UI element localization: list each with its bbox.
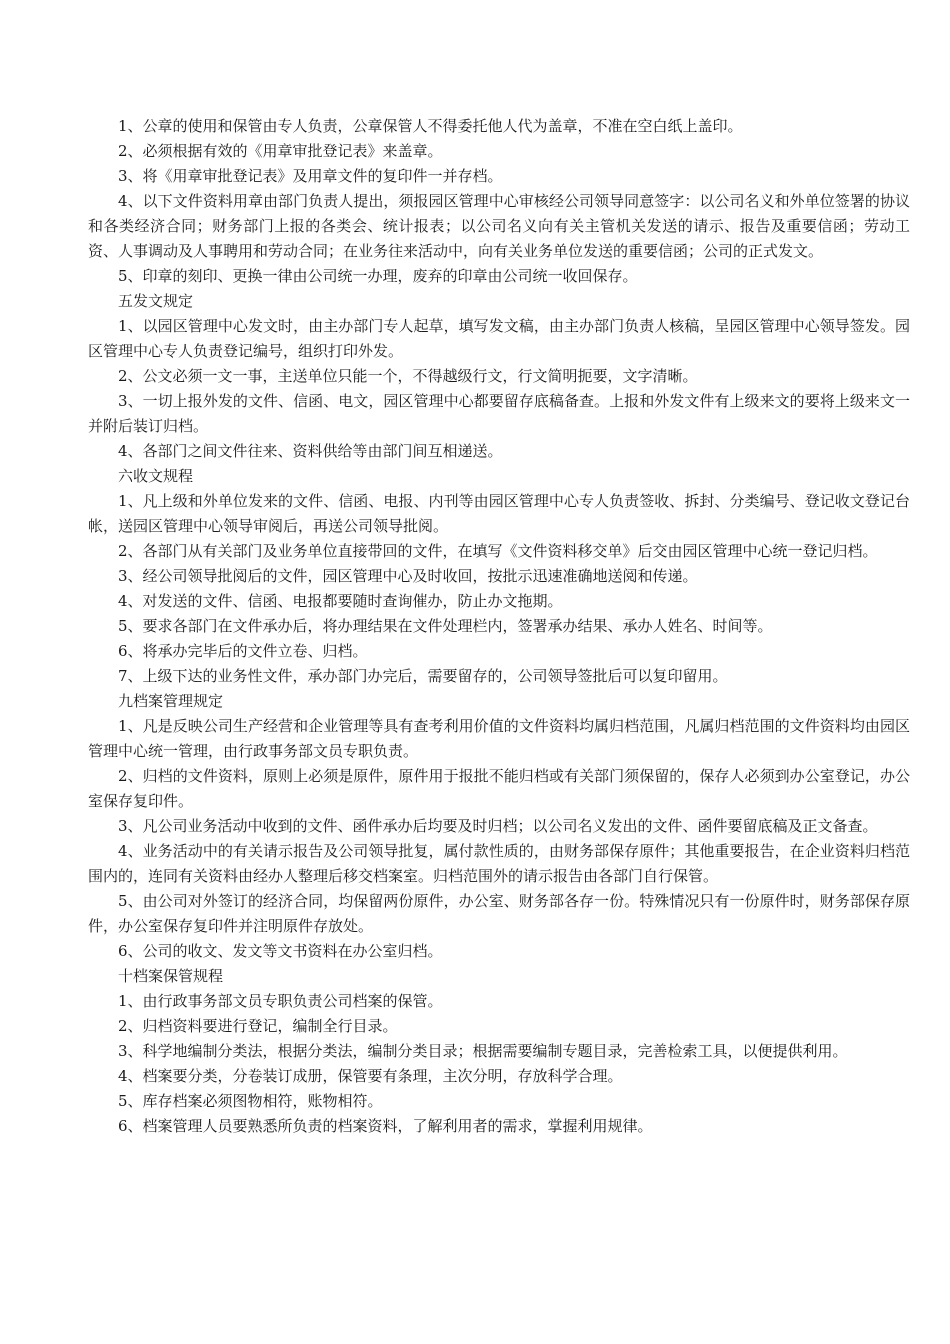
paragraph: 4、以下文件资料用章由部门负责人提出，须报园区管理中心审核经公司领导同意签字：以公司名义和外单位签署的协议和各类经济合同；财务部门上报的各类会、统计报表；以公司名义向有关主管机关发送的请示、报告及重要信函；劳动工资、人事调动及人事聘用和劳动合同；在业务往来活动中，向有关业务单位发送的重要信函；公司的正式发文。 bbox=[88, 192, 910, 260]
paragraph: 3、凡公司业务活动中收到的文件、函件承办后均要及时归档；以公司名义发出的文件、函件要留底稿及正文备查。 bbox=[118, 817, 878, 835]
paragraph: 4、档案要分类，分卷装订成册，保管要有条理，主次分明，存放科学合理。 bbox=[118, 1067, 623, 1085]
section-heading: 六收文规程 bbox=[118, 467, 194, 485]
paragraph: 1、凡是反映公司生产经营和企业管理等具有查考利用价值的文件资料均属归档范围，凡属归档范围的文件资料均由园区管理中心统一管理，由行政事务部文员专职负责。 bbox=[88, 717, 910, 760]
paragraph: 6、档案管理人员要熟悉所负责的档案资料，了解利用者的需求，掌握利用规律。 bbox=[118, 1117, 653, 1135]
paragraph: 3、经公司领导批阅后的文件，园区管理中心及时收回，按批示迅速准确地送阅和传递。 bbox=[118, 567, 698, 585]
paragraph: 5、要求各部门在文件承办后，将办理结果在文件处理栏内，签署承办结果、承办人姓名、时间等。 bbox=[118, 617, 773, 635]
paragraph: 3、科学地编制分类法，根据分类法，编制分类目录；根据需要编制专题目录，完善检索工具，以便提供利用。 bbox=[118, 1042, 848, 1060]
paragraph: 4、对发送的文件、信函、电报都要随时查询催办，防止办文拖期。 bbox=[118, 592, 563, 610]
paragraph: 2、各部门从有关部门及业务单位直接带回的文件，在填写《文件资料移交单》后交由园区管理中心统一登记归档。 bbox=[118, 542, 878, 560]
document-body bbox=[88, 114, 910, 1139]
paragraph: 2、必须根据有效的《用章审批登记表》来盖章。 bbox=[118, 142, 443, 160]
paragraph: 5、由公司对外签订的经济合同，均保留两份原件，办公室、财务部各存一份。特殊情况只有一份原件时，财务部保存原件，办公室保存复印件并注明原件存放处。 bbox=[88, 892, 910, 935]
paragraph: 4、各部门之间文件往来、资料供给等由部门间互相递送。 bbox=[118, 442, 503, 460]
paragraph: 6、公司的收文、发文等文书资料在办公室归档。 bbox=[118, 942, 443, 960]
paragraph: 3、一切上报外发的文件、信函、电文，园区管理中心都要留存底稿备查。上报和外发文件有上级来文的要将上级来文一并附后装订归档。 bbox=[88, 392, 910, 435]
paragraph: 1、由行政事务部文员专职负责公司档案的保管。 bbox=[118, 992, 443, 1010]
paragraph: 7、上级下达的业务性文件，承办部门办完后，需要留存的，公司领导签批后可以复印留用。 bbox=[118, 667, 728, 685]
section-heading: 五发文规定 bbox=[118, 292, 194, 310]
paragraph: 2、归档资料要进行登记，编制全行目录。 bbox=[118, 1017, 398, 1035]
paragraph: 3、将《用章审批登记表》及用章文件的复印件一并存档。 bbox=[118, 167, 503, 185]
paragraph: 2、归档的文件资料，原则上必须是原件，原件用于报批不能归档或有关部门须保留的，保存人必须到办公室登记，办公室保存复印件。 bbox=[88, 767, 910, 810]
section-heading: 九档案管理规定 bbox=[118, 692, 224, 710]
paragraph: 5、库存档案必须图物相符，账物相符。 bbox=[118, 1092, 383, 1110]
paragraph: 1、以园区管理中心发文时，由主办部门专人起草，填写发文稿，由主办部门负责人核稿，呈园区管理中心领导签发。园区管理中心专人负责登记编号，组织打印外发。 bbox=[88, 317, 910, 360]
paragraph: 1、公章的使用和保管由专人负责，公章保管人不得委托他人代为盖章，不准在空白纸上盖印。 bbox=[118, 117, 743, 135]
paragraph: 4、业务活动中的有关请示报告及公司领导批复，属付款性质的，由财务部保存原件；其他重要报告，在企业资料归档范围内的，连同有关资料由经办人整理后移交档案室。归档范围外的请示报告由各部门自行保管。 bbox=[88, 842, 910, 885]
paragraph: 1、凡上级和外单位发来的文件、信函、电报、内刊等由园区管理中心专人负责签收、拆封、分类编号、登记收文登记台帐，送园区管理中心领导审阅后，再送公司领导批阅。 bbox=[88, 492, 910, 535]
paragraph: 6、将承办完毕后的文件立卷、归档。 bbox=[118, 642, 368, 660]
paragraph: 5、印章的刻印、更换一律由公司统一办理，废弃的印章由公司统一收回保存。 bbox=[118, 267, 638, 285]
section-heading: 十档案保管规程 bbox=[118, 967, 224, 985]
paragraph: 2、公文必须一文一事，主送单位只能一个，不得越级行文，行文简明扼要，文字清晰。 bbox=[118, 367, 698, 385]
